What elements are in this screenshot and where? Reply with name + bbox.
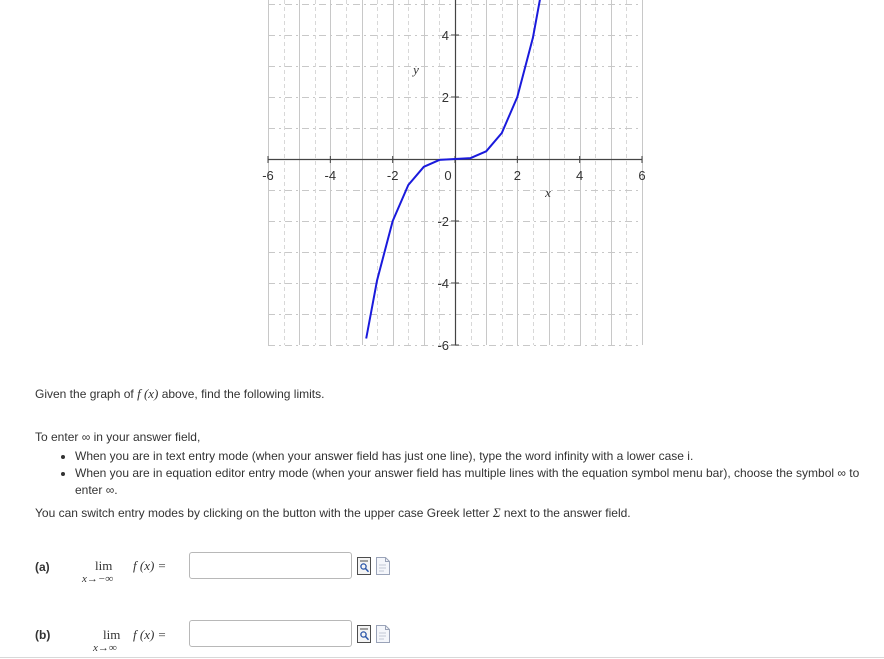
- limit-subscript: x→−∞: [82, 573, 114, 585]
- y-tick-label: -4: [437, 276, 449, 291]
- part-b-limit-expression: [93, 627, 193, 657]
- y-tick-label: 4: [441, 28, 449, 43]
- switch-mode-text: You can switch entry modes by clicking on the button with the upper case Greek letter Σ next to the answer field.: [35, 505, 631, 520]
- y-tick-label: -2: [437, 214, 449, 229]
- x-tick-label: 6: [638, 168, 646, 183]
- list-item: • When you are in text entry mode (when your answer field has just one line), type the word infinity with a lower case i.: [75, 448, 884, 465]
- y-axis-label: y: [413, 62, 419, 77]
- y-tick-label: 2: [441, 90, 449, 105]
- y-tick-label: -6: [437, 338, 449, 353]
- lim-word: lim: [103, 627, 121, 642]
- function-expression: f (x) =: [133, 558, 167, 573]
- equation-editor-icon[interactable]: [376, 625, 390, 643]
- bottom-divider: [0, 657, 884, 658]
- given-text: Given the graph of f (x) above, find the following limits.: [35, 386, 325, 401]
- preview-icon[interactable]: [357, 557, 371, 575]
- function-expression: f (x) =: [133, 627, 167, 642]
- x-tick-label: 4: [576, 168, 584, 183]
- function-name: f (x): [137, 386, 159, 401]
- sigma-symbol: Σ: [492, 505, 501, 520]
- part-b-label: (b): [35, 628, 51, 642]
- part-b-answer-input[interactable]: [189, 620, 352, 647]
- part-a-limit-expression: [82, 558, 182, 588]
- list-item: • When you are in equation editor entry mode (when your answer field has multiple lines with the equation symbol menu bar), choose the symbol ∞ to enter ∞.: [75, 465, 884, 499]
- infinity-symbol: ∞: [81, 430, 91, 444]
- instructions-list: [60, 448, 884, 499]
- x-tick-label: 0: [444, 168, 452, 183]
- lim-word: lim: [95, 558, 113, 573]
- x-tick-label: -4: [324, 168, 337, 183]
- enter-infinity-text: To enter ∞ in your answer field,: [35, 430, 201, 444]
- x-tick-label: -2: [386, 168, 399, 183]
- part-a-answer-input[interactable]: [189, 552, 352, 579]
- limit-subscript: x→∞: [93, 642, 117, 654]
- preview-icon[interactable]: [357, 625, 371, 643]
- x-tick-label: 2: [513, 168, 521, 183]
- x-tick-label: -6: [262, 168, 274, 183]
- equation-editor-icon[interactable]: [376, 557, 390, 575]
- x-axis-label: x: [545, 185, 551, 200]
- part-a-label: (a): [35, 560, 50, 574]
